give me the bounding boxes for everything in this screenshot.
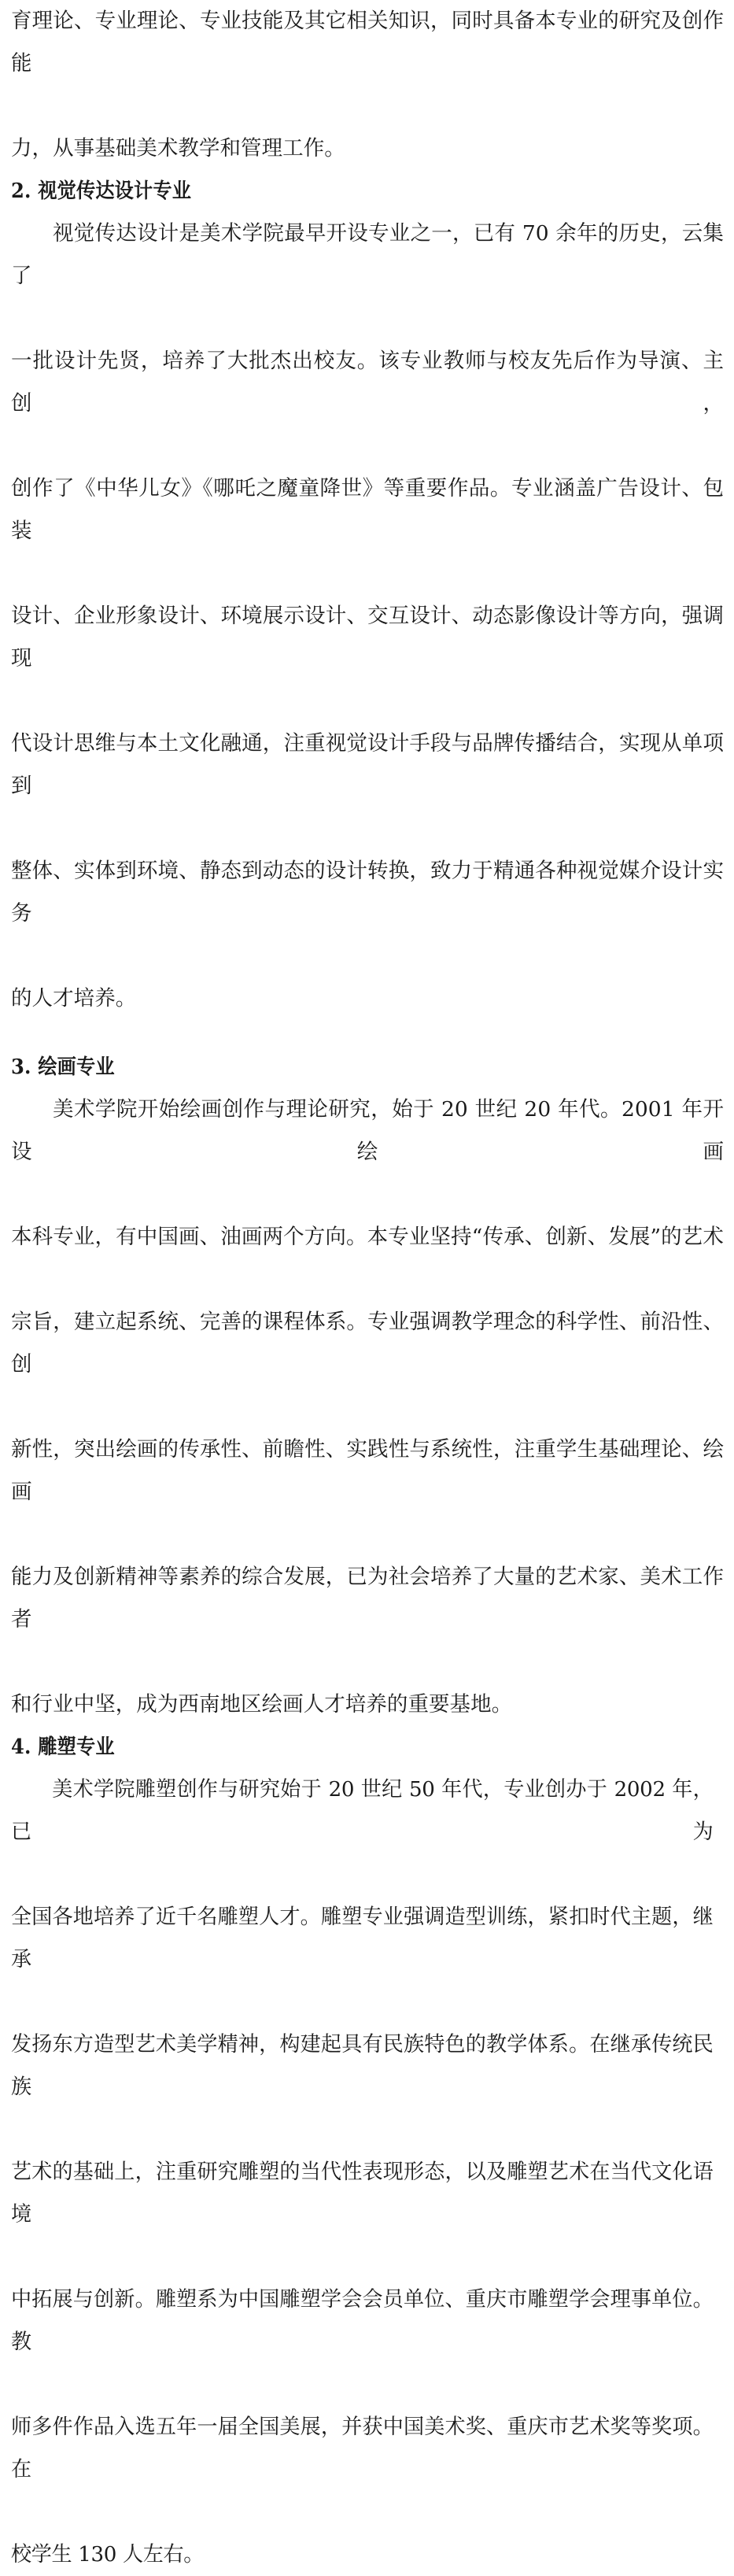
text-line: 美术学院开始绘画创作与理论研究，始于 20 世纪 20 年代。2001 年开设绘画 [11,1097,724,1164]
text-line: 代设计思维与本土文化融通，注重视觉设计手段与品牌传播结合，实现从单项到 [11,731,724,798]
text-line: 本科专业，有中国画、油画两个方向。本专业坚持“传承、创新、发展”的艺术 [11,1225,724,1249]
text-line: 育理论、专业理论、专业技能及其它相关知识，同时具备本专业的研究及创作能 [11,9,724,76]
text-line: 新性，突出绘画的传承性、前瞻性、实践性与系统性，注重学生基础理论、绘画 [11,1437,724,1504]
text-line: 整体、实体到环境、静态到动态的设计转换，致力于精通各种视觉媒介设计实务 [11,859,724,926]
text-line: 和行业中坚，成为西南地区绘画人才培养的重要基地。 [11,1692,513,1717]
section-heading-2: 2. 视觉传达设计专业 [11,179,192,203]
section-heading-4: 4. 雕塑专业 [11,1735,115,1759]
text-line: 全国各地培养了近千名雕塑人才。雕塑专业强调造型训练，紧扣时代主题，继承 [11,1905,714,1972]
text-line: 一批设计先贤，培养了大批杰出校友。该专业教师与校友先后作为导演、主创， [11,349,724,416]
text-line: 发扬东方造型艺术美学精神，构建起具有民族特色的教学体系。在继承传统民族 [11,2032,714,2099]
text-line: 力，从事基础美术教学和管理工作。 [11,136,345,161]
text-line: 设计、企业形象设计、环境展示设计、交互设计、动态影像设计等方向，强调现 [11,604,724,671]
text-line: 艺术的基础上，注重研究雕塑的当代性表现形态，以及雕塑艺术在当代文化语境 [11,2160,714,2227]
paragraph-section3 [11,1088,724,1726]
text-line: 的人才培养。 [11,986,137,1011]
text-line: 创作了《中华儿女》《哪吒之魔童降世》等重要作品。专业涵盖广告设计、包装 [11,476,724,543]
paragraph-section4 [11,1768,713,2576]
text-line: 视觉传达设计是美术学院最早开设专业之一，已有 70 余年的历史，云集了 [11,221,724,288]
text-line: 师多件作品入选五年一届全国美展，并获中国美术奖、重庆市艺术奖等奖项。在 [11,2415,714,2482]
text-line: 能力及创新精神等素养的综合发展，已为社会培养了大量的艺术家、美术工作者 [11,1565,724,1632]
text-line: 宗旨，建立起系统、完善的课程体系。专业强调教学理念的科学性、前沿性、创 [11,1310,724,1377]
paragraph-section1-continuation [11,0,724,170]
paragraph-section2 [11,213,724,1020]
text-line: 美术学院雕塑创作与研究始于 20 世纪 50 年代，专业创办于 2002 年，已为 [11,1777,714,1844]
section-heading-3: 3. 绘画专业 [11,1055,115,1079]
text-line: 校学生 130 人左右。 [11,2542,205,2567]
text-line: 中拓展与创新。雕塑系为中国雕塑学会会员单位、重庆市雕塑学会理事单位。教 [11,2287,714,2354]
